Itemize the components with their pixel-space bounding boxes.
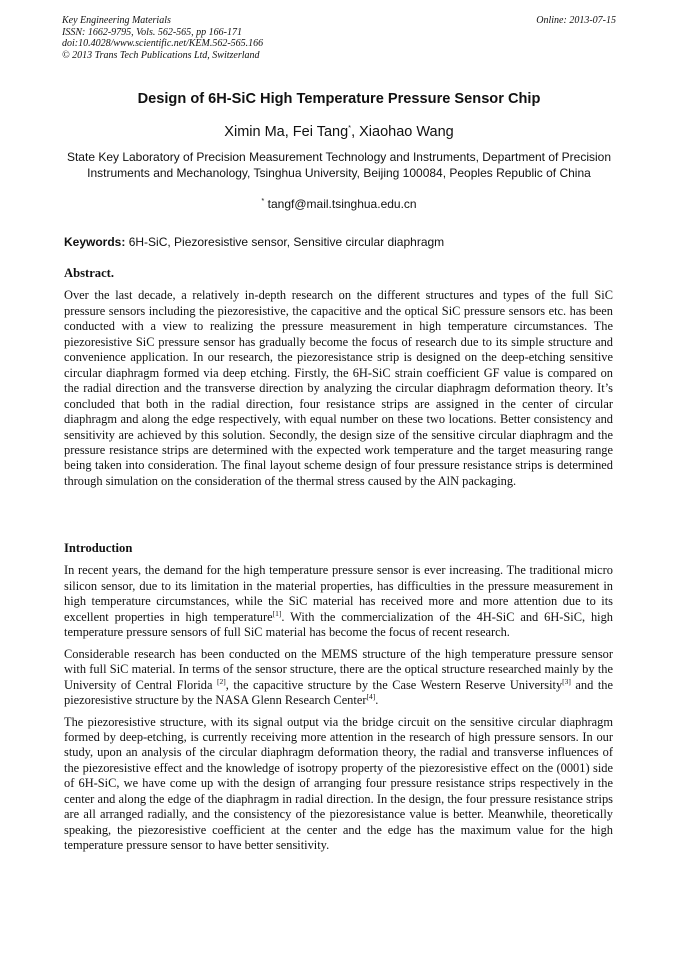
keywords-line	[64, 235, 614, 249]
copyright-line: © 2013 Trans Tech Publications Ltd, Switzerland	[62, 49, 260, 61]
contact-email	[40, 197, 638, 211]
journal-header	[62, 15, 263, 61]
author-list	[40, 124, 638, 140]
intro-p2-text-c: and the piezoresistive structure by the NASA Glenn Research Center	[64, 677, 613, 708]
citation-1: [1]	[272, 608, 282, 618]
intro-p1-text-b: . With the commercialization of the 4H-SiC and 6H-SiC, high temperature pressure sensors of full SiC material has become the focus of recent research.	[64, 609, 614, 640]
intro-paragraph-2	[64, 647, 613, 709]
online-date-text: Online: 2013-07-15	[536, 15, 616, 26]
journal-name: Key Engineering Materials	[62, 15, 171, 26]
introduction-heading: Introduction	[64, 541, 133, 555]
abstract-heading: Abstract.	[64, 266, 115, 280]
online-date	[536, 15, 616, 27]
keywords-text: 6H-SiC, Piezoresistive sensor, Sensitive circular diaphragm	[128, 235, 445, 249]
keywords-label: Keywords:	[64, 235, 126, 249]
intro-p1-text-a: In recent years, the demand for the high temperature pressure sensor is ever increasing. The traditional micro silicon sensor, due to its limitation in the material properties, has difficulties in the pressure measurement in high temperature circumstances, while the SiC material has received more and more attention due to its excellent properties in high temperature	[64, 563, 613, 624]
intro-p2-text-a: Considerable research has been conducted on the MEMS structure of the high temperature pressure sensor with full SiC material. In terms of the sensor structure, there are the optical structure researched mainly by the University of Central Florida	[64, 646, 613, 692]
intro-p2-text-d: .	[375, 693, 379, 708]
abstract-text: Over the last decade, a relatively in-depth research on the different structures and types of the full SiC pressure sensors including the piezoresistive, the capacitive and the optical SiC pressure sensors etc. has been conducted with a view to realizing the pressure measurement in high temperature circumstances. The piezoresistive SiC pressure sensor has gradually become the focus of research due to its simple structure and convenience application. In our research, the piezoresistance strip is designed on the deep-etching sensitive circular diaphragm formed via deep etching. Firstly, the 6H-SiC strain coefficient GF value is compared on the radial direction and the transverse direction by analyzing the circular diaphragm deformation theory. It’s concluded that both in the radial direction, four resistance strips are assigned in the center of circular diaphragm and along the edge respectively, with equal number on these two locations. Better consistency and sensitivity are achieved by this solution. Secondly, the design size of the sensitive circular diaphragm and the pressure resistance strips are determined with the expected work temperature and the target measuring range being taken into consideration. The final layout scheme design of four pressure resistance strips is determined through simulation on the consideration of the thermal stress caused by the AlN packaging.	[64, 288, 613, 488]
corresponding-mark: *	[348, 123, 352, 133]
intro-paragraph-3: The piezoresistive structure, with its signal output via the bridge circuit on the sensitive circular diaphragm formed by deep-etching, is currently receiving more attention in the research of high pressure sensors. In our study, upon an analysis of the circular diaphragm deformation theory, the radial and transverse influences of the piezoresistive effect and the knowledge of isotropy property of the piezoresistive effect on the (0001) side of 6H-SiC, we have come up with the design of arranging four pressure resistance strips respectively in the center and along the edge of the diaphragm in radial direction. In the design, the four pressure resistance strips are all arranged radially, and the consistency of the piezoresistance value is better. Meanwhile, theoretically speaking, the piezoresistive coefficient at the center and the edge has the maximum value for the high temperature pressure sensor to have better sensitivity.	[64, 714, 613, 853]
author-names-2: , Xiaohao Wang	[351, 124, 454, 140]
issn-line: ISSN: 1662-9795, Vols. 562-565, pp 166-171	[62, 26, 242, 38]
intro-p2-text-b: , the capacitive structure by the Case Western Reserve University	[225, 677, 563, 692]
citation-2: [2]	[217, 676, 226, 686]
affiliation: State Key Laboratory of Precision Measurement Technology and Instruments, Department of Precision Instruments and Mechanology, Tsinghua University, Beijing 100084, Peoples Republic of China	[66, 150, 612, 180]
author-names-1: Ximin Ma, Fei Tang	[224, 124, 349, 140]
doi-line: doi:10.4028/www.scientific.net/KEM.562-565.166	[62, 38, 264, 49]
citation-4: [4]	[366, 691, 376, 701]
email-address: tangf@mail.tsinghua.edu.cn	[267, 197, 417, 211]
email-mark: *	[261, 196, 265, 205]
abstract-section	[64, 266, 613, 495]
paper-title: Design of 6H-SiC High Temperature Pressure Sensor Chip	[137, 91, 541, 107]
introduction-section	[64, 541, 613, 860]
citation-3: [3]	[562, 676, 571, 686]
intro-paragraph-1	[64, 563, 613, 640]
